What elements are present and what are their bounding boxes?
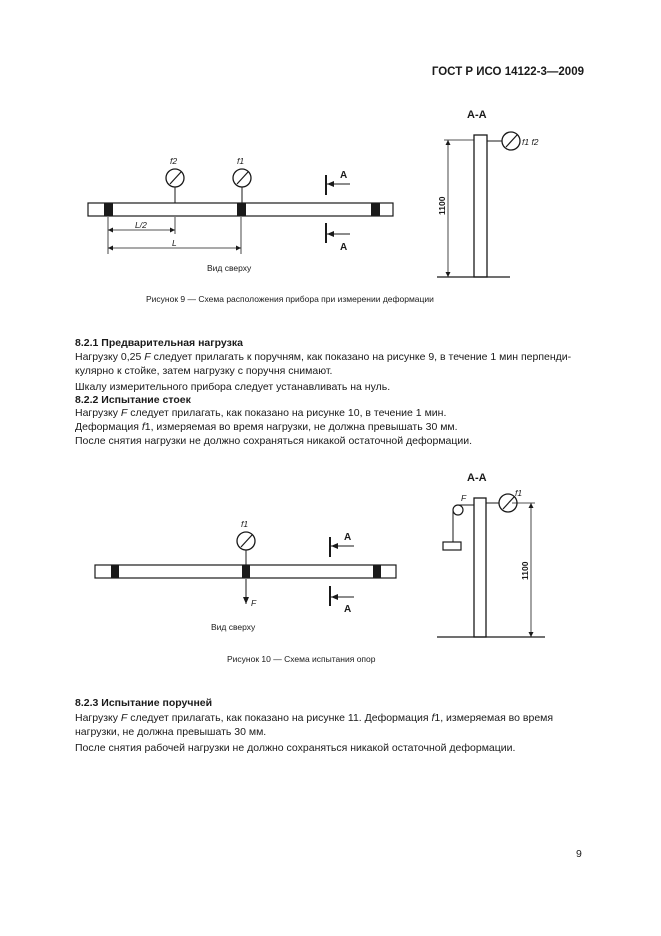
fig9-cut-marks xyxy=(326,175,350,243)
fig10-view-label: Вид сверху xyxy=(211,622,256,632)
variable-F: F xyxy=(144,351,151,363)
page-number: 9 xyxy=(576,848,582,860)
fig9-section-gauge-label: f1 f2 xyxy=(522,137,539,147)
section-8-2-3-title: 8.2.3 Испытание поручней xyxy=(75,697,213,709)
section-8-2-2-paragraph-1 xyxy=(75,406,446,421)
text-run: 1, измеряемая во время нагрузки, не должна превышать 30 мм. xyxy=(144,421,458,433)
section-8-2-1-paragraph-1-cont: кулярно к стойке, затем нагрузку с поручня снимают. xyxy=(75,365,333,377)
section-8-2-3-paragraph-2: После снятия рабочей нагрузки не должно сохраняться никакой остаточной деформации. xyxy=(75,742,516,754)
fig10-section-gauge-label: f1 xyxy=(515,488,523,498)
figure-9-caption: Рисунок 9 — Схема расположения прибора при измерении деформации xyxy=(146,294,434,304)
text-run: 1, измеряемая во время xyxy=(434,712,554,724)
fig10-rail xyxy=(95,565,396,578)
section-8-2-3-paragraph-1 xyxy=(75,711,590,726)
fig9-rail xyxy=(88,203,393,216)
fig10-label-f1: f1 xyxy=(241,519,249,529)
variable-f: f xyxy=(141,421,145,433)
fig10-cut-bottom: А xyxy=(344,604,352,615)
figure-10-caption: Рисунок 10 — Схема испытания опор xyxy=(227,654,376,664)
variable-f: f xyxy=(431,712,435,724)
fig10-label-force: F xyxy=(251,598,257,608)
section-8-2-1-title: 8.2.1 Предварительная нагрузка xyxy=(75,337,243,349)
section-8-2-3-paragraph-1-cont: нагрузки, не должна превышать 30 мм. xyxy=(75,726,267,738)
fig9-section-post xyxy=(437,132,520,277)
section-8-2-1-paragraph-2: Шкалу измерительного прибора следует устанавливать на нуль. xyxy=(75,381,391,393)
fig10-section-label: А-А xyxy=(467,472,487,484)
variable-F: F xyxy=(120,712,128,724)
fig10-height-label: 1100 xyxy=(520,561,530,580)
document-header: ГОСТ Р ИСО 14122-3—2009 xyxy=(431,66,584,78)
section-8-2-2-paragraph-3: После снятия нагрузки не должно сохраняться никакой остаточной деформации. xyxy=(75,435,473,447)
section-8-2-1-paragraph-1 xyxy=(75,350,585,365)
fig9-label-f2: f2 xyxy=(170,156,178,166)
section-8-2-2-title: 8.2.2 Испытание стоек xyxy=(75,394,191,406)
fig9-gauge-f1 xyxy=(233,169,251,203)
fig9-label-f1: f1 xyxy=(237,156,245,166)
fig9-view-label: Вид сверху xyxy=(207,263,252,273)
fig9-cut-top: А xyxy=(340,170,348,181)
text-run: следует прилагать, как показано на рисунке 11. Деформация xyxy=(127,712,432,724)
fig9-section-label: А-А xyxy=(467,109,487,121)
text-run: Нагрузку 0,25 xyxy=(75,351,145,363)
fig9-height-label: 1100 xyxy=(437,196,447,215)
text-run: Нагрузку xyxy=(75,712,121,724)
text-run: Деформация xyxy=(75,421,142,433)
fig10-cut-top: А xyxy=(344,532,352,543)
fig9-length: L xyxy=(172,238,177,248)
section-8-2-2-paragraph-2 xyxy=(75,420,458,435)
text-run: следует прилагать, как показано на рисунке 10, в течение 1 мин. xyxy=(127,407,447,419)
fig10-cut-marks xyxy=(330,537,354,606)
variable-F: F xyxy=(120,407,128,419)
fig9-gauge-f2 xyxy=(166,169,184,203)
fig9-cut-bottom: А xyxy=(340,242,348,253)
text-run: Нагрузку xyxy=(75,407,121,419)
fig9-half-length: L/2 xyxy=(135,220,147,230)
fig9-dimensions xyxy=(108,217,241,254)
fig10-section-force-label: F xyxy=(461,493,467,503)
text-run: следует прилагать к поручням, как показано на рисунке 9, в течение 1 мин перпенди- xyxy=(150,351,572,363)
